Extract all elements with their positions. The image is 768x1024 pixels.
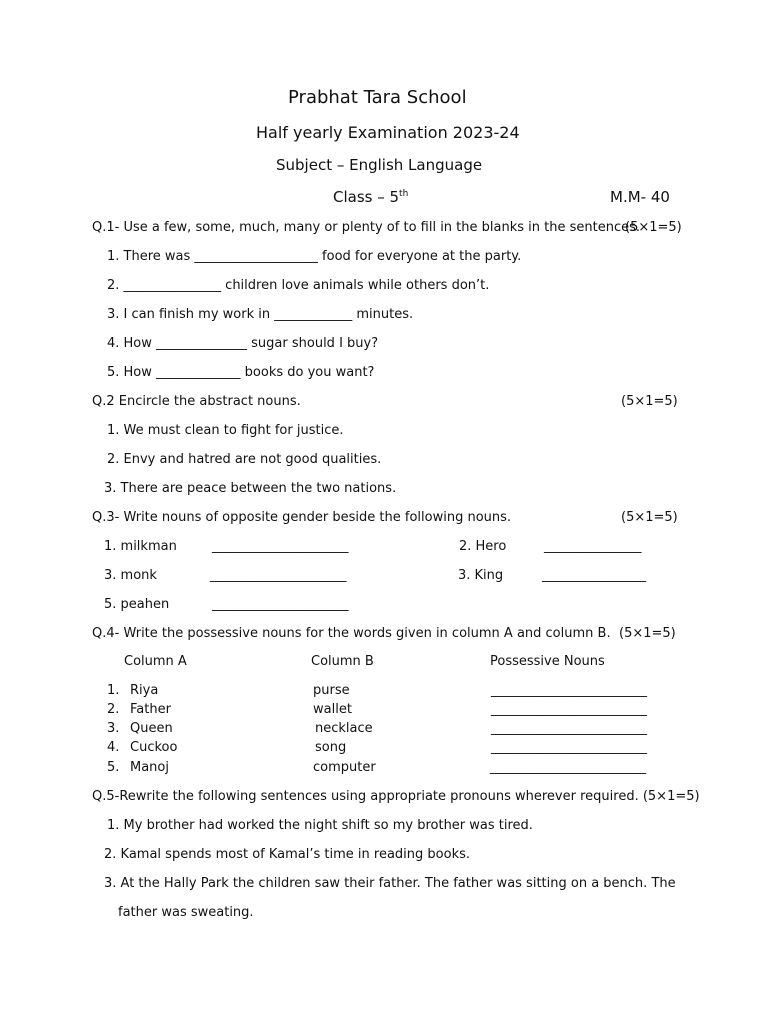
q5-marks: (5×1=5) bbox=[642, 789, 700, 804]
q1-item: 5. How _____________ books do you want? bbox=[107, 365, 375, 380]
q3-blank: _____________________ bbox=[212, 597, 349, 612]
q3-word: 1. milkman bbox=[104, 539, 177, 554]
q4-col-a: Riya bbox=[130, 683, 159, 698]
q3-blank: _____________________ bbox=[210, 568, 347, 583]
q4-col-a: Father bbox=[130, 702, 171, 717]
q4-num: 2. bbox=[107, 702, 120, 717]
q3-word: 3. monk bbox=[104, 568, 157, 583]
q4-blank: ________________________ bbox=[491, 683, 647, 698]
q1-item: 3. I can finish my work in ____________ minutes. bbox=[107, 307, 414, 322]
q4-col-b: necklace bbox=[315, 721, 373, 736]
q5-item: 2. Kamal spends most of Kamal’s time in reading books. bbox=[104, 847, 471, 862]
q4-col-a: Manoj bbox=[130, 760, 169, 775]
q3-word: 2. Hero bbox=[459, 539, 507, 554]
school-name: Prabhat Tara School bbox=[288, 87, 467, 108]
q1-item: 2. _______________ children love animals while others don’t. bbox=[107, 278, 490, 293]
class-superscript: th bbox=[399, 189, 409, 199]
q5-question: Q.5-Rewrite the following sentences using appropriate pronouns wherever required. bbox=[92, 789, 639, 804]
q4-blank: ________________________ bbox=[490, 760, 646, 775]
class-line bbox=[333, 188, 408, 206]
q4-num: 3. bbox=[107, 721, 120, 736]
exam-title: Half yearly Examination 2023-24 bbox=[256, 123, 520, 142]
q3-word: 3. King bbox=[458, 568, 504, 583]
q4-col-a: Cuckoo bbox=[130, 740, 178, 755]
q2-item: 3. There are peace between the two nations. bbox=[104, 481, 397, 496]
q5-item: 3. At the Hally Park the children saw their father. The father was sitting on a bench. The bbox=[104, 876, 676, 891]
q4-col-a: Queen bbox=[130, 721, 173, 736]
q4-text: Q.4- Write the possessive nouns for the words given in column A and column B. bbox=[92, 626, 611, 641]
q3-marks: (5×1=5) bbox=[621, 510, 678, 525]
q4-col-b: purse bbox=[313, 683, 350, 698]
possessive-header: Possessive Nouns bbox=[490, 654, 605, 669]
q1-item: 4. How ______________ sugar should I buy? bbox=[107, 336, 379, 351]
column-b-header: Column B bbox=[311, 654, 374, 669]
class-label: Class – 5 bbox=[333, 188, 400, 206]
q3-word: 5. peahen bbox=[104, 597, 170, 612]
q5-item: 1. My brother had worked the night shift so my brother was tired. bbox=[107, 818, 533, 833]
q4-blank: ________________________ bbox=[491, 702, 647, 717]
q1-item: 1. There was ___________________ food for everyone at the party. bbox=[107, 249, 522, 264]
q3-blank: ________________ bbox=[542, 568, 646, 583]
column-a-header: Column A bbox=[124, 654, 187, 669]
q4-marks: (5×1=5) bbox=[619, 626, 676, 641]
q4-col-b: wallet bbox=[313, 702, 352, 717]
q4-col-b: computer bbox=[313, 760, 376, 775]
q2-text: Q.2 Encircle the abstract nouns. bbox=[92, 394, 301, 409]
q3-blank: _____________________ bbox=[212, 539, 349, 554]
q5-continuation: father was sweating. bbox=[118, 905, 254, 920]
q2-marks: (5×1=5) bbox=[621, 394, 678, 409]
q2-item: 1. We must clean to fight for justice. bbox=[107, 423, 344, 438]
q1-text: Q.1- Use a few, some, much, many or plenty of to fill in the blanks in the sentences. bbox=[92, 220, 640, 235]
q3-text: Q.3- Write nouns of opposite gender beside the following nouns. bbox=[92, 510, 512, 525]
q4-col-b: song bbox=[315, 740, 347, 755]
q4-num: 5. bbox=[107, 760, 120, 775]
q3-blank: _______________ bbox=[544, 539, 642, 554]
q1-marks: (5×1=5) bbox=[625, 220, 682, 235]
q5-text bbox=[92, 788, 700, 806]
subject-line: Subject – English Language bbox=[276, 156, 483, 174]
max-marks: M.M- 40 bbox=[610, 188, 670, 206]
q4-blank: ________________________ bbox=[491, 740, 647, 755]
q4-num: 1. bbox=[107, 683, 120, 698]
q2-item: 2. Envy and hatred are not good qualities. bbox=[107, 452, 382, 467]
q4-blank: ________________________ bbox=[491, 721, 647, 736]
q4-num: 4. bbox=[107, 740, 120, 755]
